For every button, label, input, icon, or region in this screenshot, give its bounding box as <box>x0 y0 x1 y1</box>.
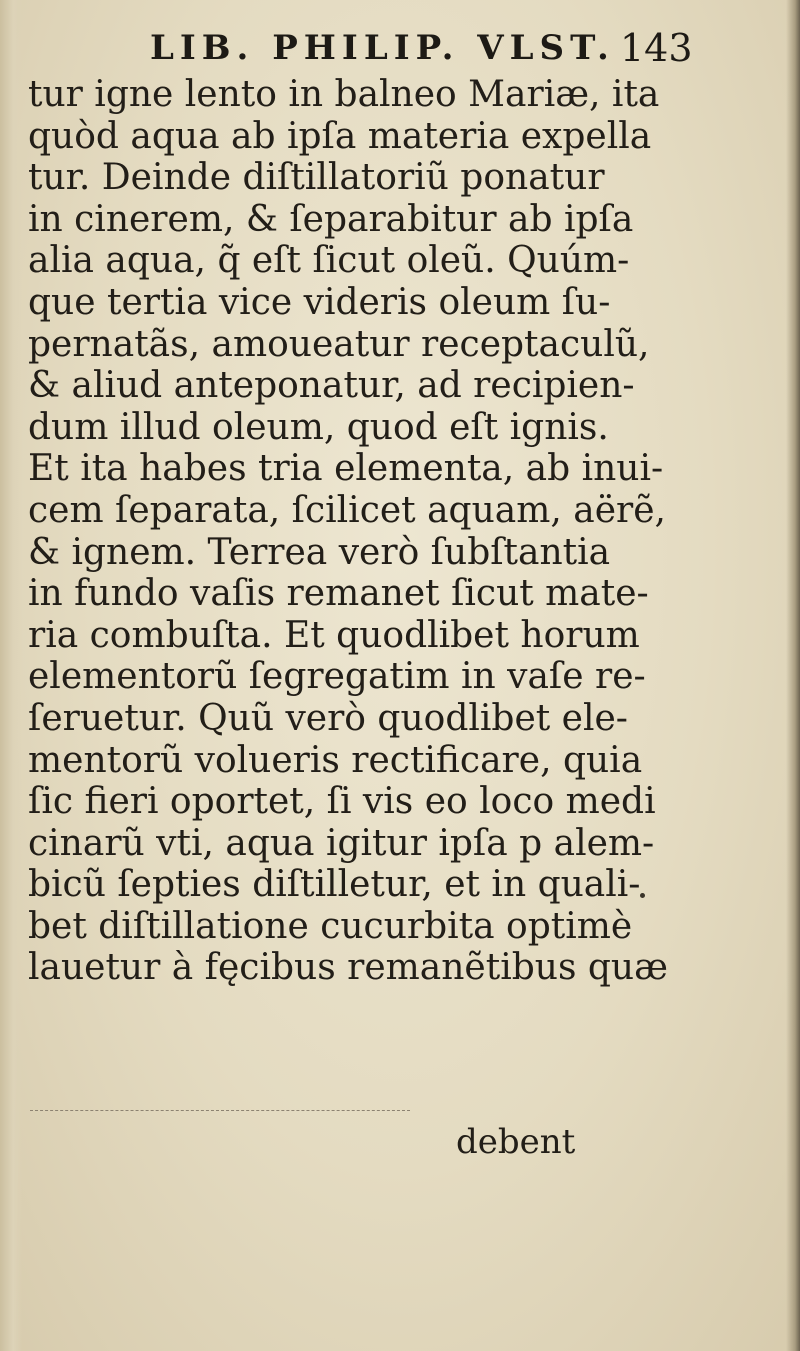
text-line: in cinerem, & ſeparabitur ab ipſa <box>28 198 634 240</box>
text-line: alia aqua, q̃ eſt ſicut oleũ. Quúm- <box>28 240 630 282</box>
catchword: debent <box>456 1122 576 1162</box>
text-line: tur. Deinde diſtillatoriũ ponatur <box>28 157 605 199</box>
text-line: Et ita habes tria elementa, ab inui- <box>28 448 664 490</box>
text-line: ſic fieri oportet, ſi vis eo loco medi <box>28 781 656 823</box>
text-line: cem ſeparata, ſcilicet aquam, aërẽ, <box>28 489 666 531</box>
text-line: que tertia vice videris oleum ſu- <box>28 281 611 323</box>
text-line: quòd aqua ab ipſa materia expella <box>28 115 652 157</box>
text-line: in fundo vaſis remanet ſicut mate- <box>28 573 649 615</box>
text-line: bet diſtillatione cucurbita optimè <box>28 905 633 947</box>
text-line: ria combuſta. Et quodlibet horum <box>28 614 640 656</box>
text-line: lauetur à fęcibus remanẽtibus quæ <box>28 947 668 989</box>
text-line: elementorũ ſegregatim in vaſe re- <box>28 656 646 698</box>
text-line: ſeruetur. Quũ verò quodlibet ele- <box>28 697 628 739</box>
text-line: mentorũ volueris rectificare, quia <box>28 739 643 781</box>
page-number: 143 <box>620 26 693 70</box>
page-edge-shadow <box>786 0 800 1351</box>
text-line: tur igne lento in balneo Mariæ, ita <box>28 74 660 115</box>
text-line: dum illud oleum, quod eſt ignis. <box>28 406 609 448</box>
body-text <box>28 74 668 989</box>
text-line: cinarũ vti, aqua igitur ipſa p alem- <box>28 822 655 864</box>
page-header <box>150 22 710 72</box>
text-line: pernatãs, amoueatur receptaculũ, <box>28 323 650 365</box>
ink-speck <box>640 893 645 898</box>
binding-gutter <box>0 0 22 1351</box>
running-title: LIB. PHILIP. VLST. <box>150 28 615 68</box>
text-line: & aliud anteponatur, ad recipien- <box>28 365 635 407</box>
text-line: bicũ ſepties diſtilletur, et in quali- <box>28 864 641 906</box>
faint-rule <box>30 1110 410 1111</box>
text-line: & ignem. Terrea verò ſubſtantia <box>28 531 611 573</box>
